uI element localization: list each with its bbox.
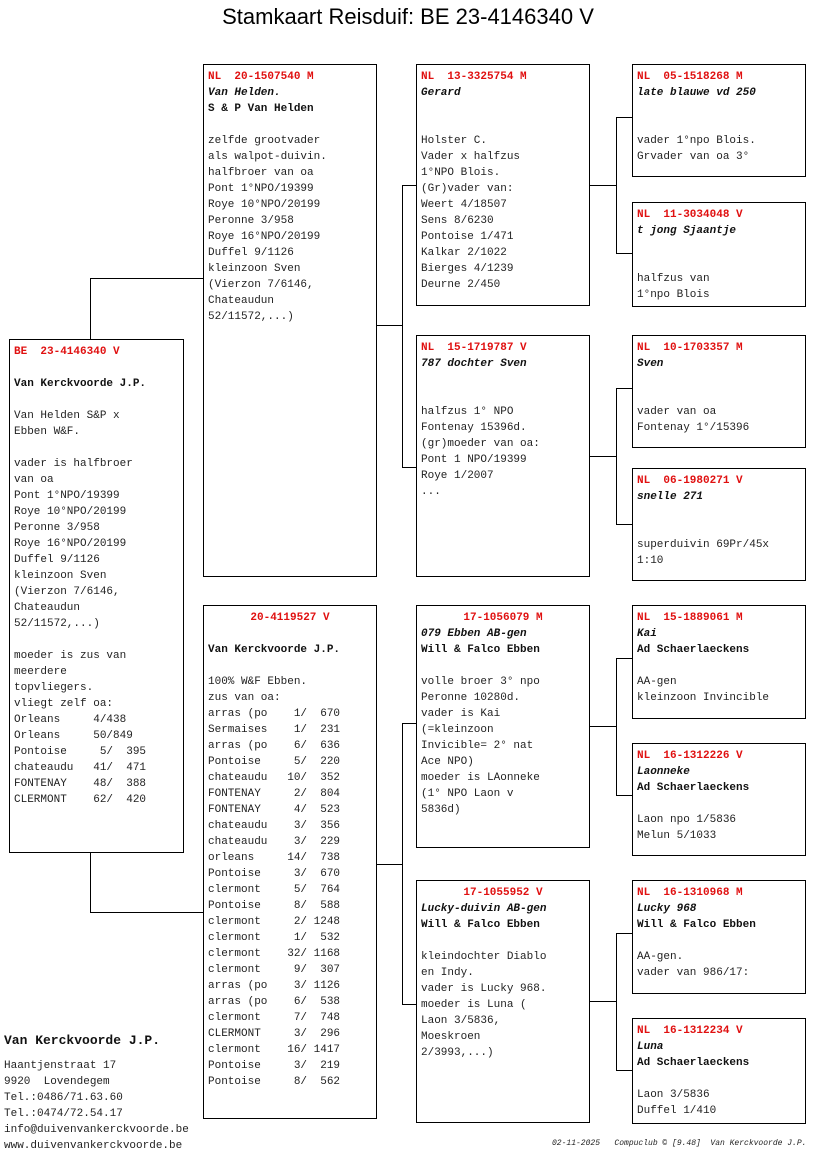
- connector-line: [402, 185, 403, 468]
- note-line: Pont 1 NPO/19399: [421, 454, 527, 466]
- breeder-address: Haantjenstraat 17: [4, 1060, 117, 1072]
- ring-number: 20-4119527 V: [250, 612, 330, 624]
- note-line: Pontoise 5/ 395: [14, 746, 147, 758]
- connector-line: [402, 185, 417, 186]
- note-line: kleinzoon Sven: [208, 263, 301, 275]
- connector-line: [376, 325, 402, 326]
- note-line: Roye 10°NPO/20199: [14, 506, 127, 518]
- card-notes: [208, 674, 376, 1090]
- card-notes: [637, 117, 805, 165]
- pigeon-card-mmf[interactable]: [632, 880, 806, 994]
- owner-name: Will & Falco Ebben: [421, 644, 540, 656]
- note-line: Sermaises 1/ 231: [208, 724, 341, 736]
- note-line: Ace NPO): [421, 756, 474, 768]
- ring-number: BE 23-4146340 V: [14, 346, 120, 358]
- connector-line: [90, 278, 204, 279]
- note-line: Vader x halfzus: [421, 151, 521, 163]
- note-line: AA-gen: [637, 676, 677, 688]
- note-line: Moeskroen: [421, 1031, 481, 1043]
- connector-line: [616, 658, 633, 659]
- connector-line: [589, 185, 616, 186]
- card-notes: [421, 949, 589, 1061]
- note-line: Ebben W&F.: [14, 426, 81, 438]
- ring-number: NL 06-1980271 V: [637, 475, 743, 487]
- note-line: (1° NPO Laon v: [421, 788, 514, 800]
- note-line: (Vierzon 7/6146,: [208, 279, 314, 291]
- note-line: FONTENAY 48/ 388: [14, 778, 147, 790]
- note-line: Pontoise 8/ 562: [208, 1076, 341, 1088]
- ring-number: 17-1056079 M: [463, 612, 543, 624]
- connector-line: [402, 1004, 417, 1005]
- note-line: Orleans 4/438: [14, 714, 127, 726]
- connector-line: [616, 117, 617, 254]
- note-line: Pontoise 3/ 219: [208, 1060, 341, 1072]
- connector-line: [616, 388, 617, 525]
- pigeon-name: Lucky 968: [637, 903, 697, 915]
- note-line: ...: [421, 486, 441, 498]
- pigeon-name: Gerard: [421, 87, 461, 99]
- note-line: [14, 440, 183, 456]
- note-line: moeder is Luna (: [421, 999, 527, 1011]
- note-line: [637, 388, 805, 404]
- owner-name: Ad Schaerlaeckens: [637, 644, 750, 656]
- note-line: 1:10: [637, 555, 664, 567]
- note-line: Laon npo 1/5836: [637, 814, 737, 826]
- note-line: Laon 3/5836,: [421, 1015, 501, 1027]
- note-line: Deurne 2/450: [421, 279, 501, 291]
- note-line: Melun 5/1033: [637, 830, 717, 842]
- note-line: Roye 10°NPO/20199: [208, 199, 321, 211]
- note-line: Weert 4/18507: [421, 199, 507, 211]
- pigeon-name: Lucky-duivin AB-gen: [421, 903, 547, 915]
- ring-number: NL 16-1312234 V: [637, 1025, 743, 1037]
- ring-number: NL 16-1310968 M: [637, 887, 743, 899]
- ring-number: NL 15-1719787 V: [421, 342, 527, 354]
- note-line: Peronne 3/958: [14, 522, 100, 534]
- ring-number: NL 16-1312226 V: [637, 750, 743, 762]
- note-line: Roye 16°NPO/20199: [208, 231, 321, 243]
- note-line: [637, 255, 805, 271]
- connector-line: [589, 1001, 616, 1002]
- ring-number: NL 11-3034048 V: [637, 209, 743, 221]
- note-line: Grvader van oa 3°: [637, 151, 750, 163]
- pigeon-card-father-mother[interactable]: [416, 335, 590, 577]
- note-line: vader 1°npo Blois.: [637, 135, 756, 147]
- ring-number: NL 05-1518268 M: [637, 71, 743, 83]
- connector-line: [90, 852, 91, 912]
- card-notes: [637, 674, 805, 706]
- note-line: halfzus 1° NPO: [421, 406, 514, 418]
- connector-line: [616, 933, 633, 934]
- note-line: Duffel 9/1126: [14, 554, 100, 566]
- note-line: [637, 521, 805, 537]
- connector-line: [402, 467, 417, 468]
- pigeon-name: snelle 271: [637, 491, 704, 503]
- connector-line: [616, 795, 633, 796]
- owner-name: Will & Falco Ebben: [637, 919, 756, 931]
- note-line: vliegt zelf oa:: [14, 698, 114, 710]
- connector-line: [616, 253, 633, 254]
- note-line: Pontoise 5/ 220: [208, 756, 341, 768]
- note-line: Peronne 3/958: [208, 215, 294, 227]
- card-notes: [637, 949, 805, 981]
- note-line: (Vierzon 7/6146,: [14, 586, 120, 598]
- note-line: arras (po 6/ 538: [208, 996, 341, 1008]
- note-line: 100% W&F Ebben.: [208, 676, 308, 688]
- note-line: vader is Lucky 968.: [421, 983, 547, 995]
- note-line: FONTENAY 4/ 523: [208, 804, 341, 816]
- note-line: clermont 5/ 764: [208, 884, 341, 896]
- note-line: chateaudu 10/ 352: [208, 772, 341, 784]
- note-line: vader van oa: [637, 406, 717, 418]
- breeder-phone-2: Tel.:0474/72.54.17: [4, 1108, 123, 1120]
- note-line: (Gr)vader van:: [421, 183, 514, 195]
- pigeon-card-subject[interactable]: [9, 339, 184, 853]
- note-line: vader van 986/17:: [637, 967, 750, 979]
- note-line: meerdere: [14, 666, 67, 678]
- note-line: Sens 8/6230: [421, 215, 494, 227]
- note-line: topvliegers.: [14, 682, 94, 694]
- note-line: arras (po 1/ 670: [208, 708, 341, 720]
- note-line: superduivin 69Pr/45x: [637, 539, 770, 551]
- note-line: Laon 3/5836: [637, 1089, 710, 1101]
- connector-line: [616, 117, 633, 118]
- note-line: Holster C.: [421, 135, 488, 147]
- connector-line: [90, 912, 204, 913]
- note-line: clermont 2/ 1248: [208, 916, 341, 928]
- note-line: [421, 117, 589, 133]
- pigeon-name: Van Helden.: [208, 87, 281, 99]
- note-line: Kalkar 2/1022: [421, 247, 507, 259]
- owner-name: Ad Schaerlaeckens: [637, 782, 750, 794]
- note-line: en Indy.: [421, 967, 474, 979]
- note-line: orleans 14/ 738: [208, 852, 341, 864]
- note-line: CLERMONT 62/ 420: [14, 794, 147, 806]
- connector-line: [402, 723, 417, 724]
- ring-number: 17-1055952 V: [463, 887, 543, 899]
- note-line: clermont 16/ 1417: [208, 1044, 341, 1056]
- connector-line: [616, 1070, 633, 1071]
- pigeon-name: Kai: [637, 628, 657, 640]
- note-line: van oa: [14, 474, 54, 486]
- owner-name: Will & Falco Ebben: [421, 919, 540, 931]
- note-line: (=kleinzoon: [421, 724, 494, 736]
- card-notes: [637, 388, 805, 436]
- print-credits: 02-11-2025 Compuclub © [9.48] Van Kerckvoorde J.P.: [552, 1139, 807, 1148]
- note-line: (gr)moeder van oa:: [421, 438, 540, 450]
- note-line: 2/3993,...): [421, 1047, 494, 1059]
- ring-number: NL 13-3325754 M: [421, 71, 527, 83]
- note-line: halfbroer van oa: [208, 167, 314, 179]
- card-notes: [637, 812, 805, 844]
- note-line: halfzus van: [637, 273, 710, 285]
- breeder-name: Van Kerckvoorde J.P.: [4, 1033, 161, 1048]
- pigeon-name: late blauwe vd 250: [637, 87, 756, 99]
- note-line: clermont 1/ 532: [208, 932, 341, 944]
- pigeon-card-mfm[interactable]: [632, 743, 806, 856]
- card-notes: [421, 674, 589, 818]
- note-line: [14, 632, 183, 648]
- note-line: Bierges 4/1239: [421, 263, 514, 275]
- connector-line: [616, 524, 633, 525]
- pigeon-name: 079 Ebben AB-gen: [421, 628, 527, 640]
- connector-line: [616, 933, 617, 1071]
- pigeon-card-mff[interactable]: [632, 605, 806, 719]
- note-line: clermont 7/ 748: [208, 1012, 341, 1024]
- connector-line: [616, 388, 633, 389]
- ring-number: NL 20-1507540 M: [208, 71, 314, 83]
- note-line: zus van oa:: [208, 692, 281, 704]
- note-line: arras (po 6/ 636: [208, 740, 341, 752]
- note-line: chateaudu 41/ 471: [14, 762, 147, 774]
- note-line: Pontoise 8/ 588: [208, 900, 341, 912]
- note-line: chateaudu 3/ 229: [208, 836, 341, 848]
- card-notes: [208, 133, 376, 325]
- note-line: 52/11572,...): [208, 311, 294, 323]
- card-notes: [637, 1087, 805, 1119]
- note-line: FONTENAY 2/ 804: [208, 788, 341, 800]
- note-line: Roye 1/2007: [421, 470, 494, 482]
- note-line: 1°NPO Blois.: [421, 167, 501, 179]
- note-line: clermont 9/ 307: [208, 964, 341, 976]
- card-notes: [637, 255, 805, 303]
- note-line: AA-gen.: [637, 951, 684, 963]
- breeder-phone-1: Tel.:0486/71.63.60: [4, 1092, 123, 1104]
- card-notes: [14, 408, 183, 808]
- note-line: Orleans 50/849: [14, 730, 133, 742]
- owner-name: Van Kerckvoorde J.P.: [208, 644, 341, 656]
- note-line: als walpot-duivin.: [208, 151, 327, 163]
- breeder-contact: [4, 1058, 189, 1154]
- note-line: vader is halfbroer: [14, 458, 133, 470]
- note-line: Chateaudun: [208, 295, 275, 307]
- note-line: arras (po 3/ 1126: [208, 980, 341, 992]
- pigeon-name: Luna: [637, 1041, 664, 1053]
- ring-number: NL 15-1889061 M: [637, 612, 743, 624]
- note-line: kleinzoon Invincible: [637, 692, 770, 704]
- note-line: [637, 117, 805, 133]
- pigeon-name: Laonneke: [637, 766, 690, 778]
- note-line: CLERMONT 3/ 296: [208, 1028, 341, 1040]
- connector-line: [589, 456, 616, 457]
- owner-name: S & P Van Helden: [208, 103, 314, 115]
- owner-name: Ad Schaerlaeckens: [637, 1057, 750, 1069]
- note-line: Pont 1°NPO/19399: [208, 183, 314, 195]
- note-line: 5836d): [421, 804, 461, 816]
- pigeon-card-father-father[interactable]: [416, 64, 590, 306]
- note-line: 52/11572,...): [14, 618, 100, 630]
- note-line: Chateaudun: [14, 602, 81, 614]
- pigeon-card-fmm[interactable]: [632, 468, 806, 581]
- note-line: zelfde grootvader: [208, 135, 321, 147]
- note-line: moeder is zus van: [14, 650, 127, 662]
- note-line: Peronne 10280d.: [421, 692, 521, 704]
- owner-name: Van Kerckvoorde J.P.: [14, 378, 147, 390]
- connector-line: [589, 726, 616, 727]
- note-line: Duffel 1/410: [637, 1105, 717, 1117]
- note-line: volle broer 3° npo: [421, 676, 540, 688]
- pigeon-card-ffm[interactable]: [632, 202, 806, 307]
- note-line: chateaudu 3/ 356: [208, 820, 341, 832]
- connector-line: [376, 864, 402, 865]
- pigeon-card-father[interactable]: [203, 64, 377, 577]
- pigeon-card-fmf[interactable]: [632, 335, 806, 448]
- pigeon-card-mmm[interactable]: [632, 1018, 806, 1124]
- note-line: vader is Kai: [421, 708, 501, 720]
- note-line: Invicible= 2° nat: [421, 740, 534, 752]
- card-notes: [421, 388, 589, 500]
- note-line: clermont 32/ 1168: [208, 948, 341, 960]
- pigeon-name: 787 dochter Sven: [421, 358, 527, 370]
- connector-line: [90, 278, 91, 340]
- note-line: Pontoise 3/ 670: [208, 868, 341, 880]
- breeder-email[interactable]: info@duivenvankerckvoorde.be: [4, 1124, 189, 1136]
- pigeon-card-fff[interactable]: [632, 64, 806, 177]
- connector-line: [402, 723, 403, 1005]
- pigeon-card-mother-mother[interactable]: [416, 880, 590, 1123]
- note-line: Van Helden S&P x: [14, 410, 120, 422]
- pigeon-name: Sven: [637, 358, 664, 370]
- breeder-website[interactable]: www.duivenvankerckvoorde.be: [4, 1140, 183, 1152]
- pigeon-card-mother-father[interactable]: [416, 605, 590, 848]
- note-line: Duffel 9/1126: [208, 247, 294, 259]
- note-line: kleindochter Diablo: [421, 951, 547, 963]
- note-line: moeder is LAonneke: [421, 772, 540, 784]
- card-notes: [637, 521, 805, 569]
- card-notes: [421, 117, 589, 293]
- page-title: Stamkaart Reisduif: BE 23-4146340 V: [222, 4, 594, 29]
- connector-line: [616, 658, 617, 796]
- ring-number: NL 10-1703357 M: [637, 342, 743, 354]
- note-line: Fontenay 15396d.: [421, 422, 527, 434]
- note-line: Pont 1°NPO/19399: [14, 490, 120, 502]
- note-line: Roye 16°NPO/20199: [14, 538, 127, 550]
- note-line: Pontoise 1/471: [421, 231, 514, 243]
- note-line: 1°npo Blois: [637, 289, 710, 301]
- pigeon-name: t jong Sjaantje: [637, 225, 737, 237]
- pigeon-card-mother[interactable]: [203, 605, 377, 1119]
- note-line: kleinzoon Sven: [14, 570, 107, 582]
- breeder-city: 9920 Lovendegem: [4, 1076, 110, 1088]
- note-line: Fontenay 1°/15396: [637, 422, 750, 434]
- note-line: [421, 388, 589, 404]
